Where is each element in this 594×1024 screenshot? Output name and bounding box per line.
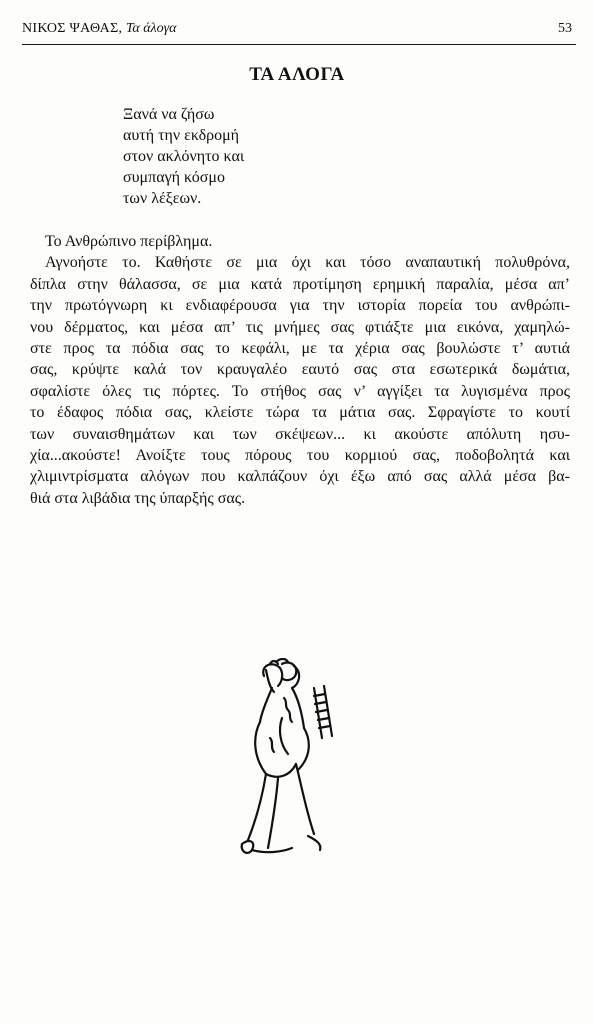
header-rule	[22, 44, 576, 45]
prose-line: στε προς τα πόδια σας το κεφάλι, με τα χέρια σας βουλώστε τ’ αυτιά	[30, 340, 570, 358]
prose-line: των συναισθημάτων και των σκέψεων... κι ακούστε απόλυτη ησυ-	[30, 425, 570, 443]
prose-line: θιά στα λιβάδια της ύπαρξής σας.	[30, 489, 246, 507]
prose-line: δίπλα στην θάλασσα, σε μια κατά προτίμηση ερημική παραλία, μέσα απ’	[30, 275, 570, 293]
page-number: 53	[558, 21, 572, 36]
prose-line: νου δέρματος, και μέσα απ’ τις μνήμες σας φτιάξτε μια εικόνα, χαμηλώ-	[30, 318, 570, 336]
prose-line: σας, κρύψτε καλά τον κραυγαλέο εαυτό σας στα εσωτερικά δωμάτια,	[30, 361, 570, 379]
poem-line: Ξανά να ζήσω	[123, 106, 215, 123]
ink-sketch-illustration	[222, 658, 362, 868]
running-header	[22, 18, 572, 40]
prose-line: Αγνοήστε το. Καθήστε σε μια όχι και τόσο αναπαυτική πολυθρόνα,	[45, 254, 570, 272]
poem-stanza	[123, 104, 323, 209]
prose-paragraph	[30, 231, 570, 509]
prose-line: το έδαφος πόδια σας, κλείστε τώρα τα μάτια σας. Σφραγίστε το κουτί	[30, 404, 570, 422]
prose-line: σφαλίστε όλες τις πόρτες. Το στήθος σας ν’ αγγίξει τα λυγισμένα προς	[30, 382, 570, 400]
poem-line: των λέξεων.	[123, 190, 202, 207]
prose-line: την πρωτόγνωρη κι ενδιαφέρουσα για την ιστορία πορεία του ανθρώπι-	[30, 297, 570, 315]
prose-line: χία...ακούστε! Ανοίξτε τους πόρους του κορμιού σας, ποδοβολητά και	[30, 447, 570, 465]
prose-line: χλιμιντρίσματα αλόγων που καλπάζουν όχι έξω από σας αλλά μέσα βα-	[30, 468, 570, 486]
chapter-title: ΤΑ ΑΛΟΓΑ	[249, 64, 345, 85]
header-work-title: Τα άλογα	[125, 21, 177, 36]
header-left	[22, 18, 176, 40]
prose-line: Το Ανθρώπινο περίβλημα.	[45, 233, 213, 250]
poem-line: αυτή την εκδρομή	[123, 127, 240, 144]
header-author: ΝΙΚΟΣ ΨΑΘΑΣ,	[22, 21, 123, 36]
poem-line: στον ακλόνητο και	[123, 148, 245, 165]
poem-line: συμπαγή κόσμο	[123, 169, 225, 186]
